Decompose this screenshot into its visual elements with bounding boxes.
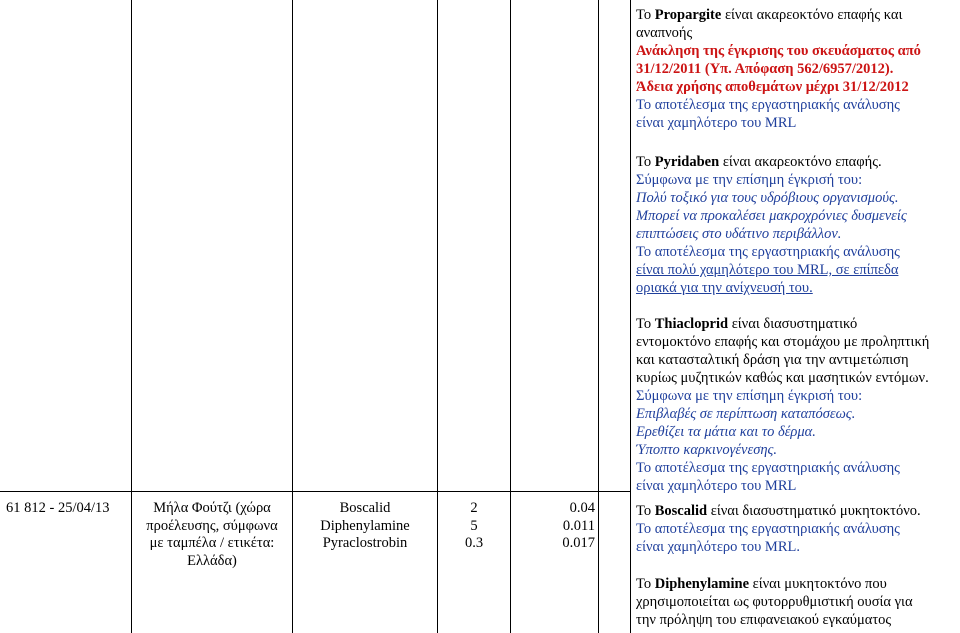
analysis-result-text: είναι χαμηλότερο του MRL — [636, 478, 797, 494]
substance-name: Boscalid — [339, 500, 391, 516]
withdrawal-notice: Ανάκληση της έγκρισης του σκευάσματος από — [636, 43, 921, 59]
note-thiacloprid — [636, 315, 956, 495]
sample-id-cell — [6, 500, 130, 518]
analysis-result-text: Το αποτέλεσμα της εργαστηριακής ανάλυσης — [636, 244, 900, 260]
row-divider — [0, 491, 630, 492]
mrl-value: 0.04 — [569, 500, 595, 516]
result-value: 5 — [470, 517, 478, 534]
substance-name: Boscalid — [654, 503, 708, 519]
substances-cell — [293, 500, 437, 553]
sample-id: 61 812 - 25/04/13 — [6, 500, 110, 516]
analysis-result-text: οριακά για την ανίχνευσή του. — [636, 280, 813, 296]
note-heading-line: Το Pyridaben είναι ακαρεοκτόνο επαφής. — [636, 154, 882, 170]
product-line: Ελλάδα) — [187, 552, 237, 569]
results-cell — [438, 500, 510, 553]
product-cell — [132, 500, 292, 570]
substance-name: Pyridaben — [654, 154, 720, 170]
note-text: και κατασταλτική δράση για την αντιμετώπιση — [636, 352, 909, 368]
hazard-statement: Επιβλαβές σε περίπτωση καταπόσεως. — [636, 406, 856, 422]
note-diphenylamine — [636, 575, 956, 629]
substance-name: Propargite — [654, 7, 722, 23]
mrl-cell — [511, 500, 595, 553]
substance-name: Diphenylamine — [320, 517, 410, 534]
hazard-statement: Πολύ τοξικό για τους υδρόβιους οργανισμούς. — [636, 190, 899, 206]
analysis-result-text: Το αποτέλεσμα της εργαστηριακής ανάλυσης — [636, 521, 900, 537]
analysis-result-text: Το αποτέλεσμα της εργαστηριακής ανάλυσης — [636, 97, 900, 113]
note-boscalid — [636, 502, 956, 556]
note-text: Σύμφωνα με την επίσημη έγκρισή του: — [636, 388, 863, 404]
note-pyridaben — [636, 153, 956, 297]
column-divider — [630, 0, 631, 633]
hazard-statement: Ερεθίζει τα μάτια και το δέρμα. — [636, 424, 816, 440]
note-text: χρησιμοποιείται ως φυτορρυθμιστική ουσία για — [636, 594, 913, 610]
note-heading-line: Το Propargite είναι ακαρεοκτόνο επαφής και — [636, 7, 903, 23]
mrl-value: 0.011 — [562, 517, 595, 534]
note-propargite — [636, 6, 956, 132]
note-text: κυρίως μυζητικών καθώς και μασητικών εντόμων. — [636, 370, 929, 386]
column-divider — [598, 0, 599, 633]
note-heading-line: Το Boscalid είναι διασυστηματικό μυκητοκτόνο. — [636, 503, 921, 519]
substance-name: Pyraclostrobin — [322, 535, 408, 552]
withdrawal-notice: 31/12/2011 (Υπ. Απόφαση 562/6957/2012). — [636, 61, 894, 77]
product-line: με ταμπέλα / ετικέτα: — [149, 535, 275, 552]
analysis-result-text: είναι χαμηλότερο του MRL. — [636, 539, 800, 555]
hazard-statement: επιπτώσεις στο υδάτινο περιβάλλον. — [636, 226, 842, 242]
hazard-statement: Μπορεί να προκαλέσει μακροχρόνιες δυσμενείς — [636, 208, 907, 224]
product-line: προέλευσης, σύμφωνα — [146, 517, 278, 534]
note-heading-line: Το Diphenylamine είναι μυκητοκτόνο που — [636, 576, 887, 592]
hazard-statement: Ύποπτο καρκινογένεσης. — [636, 442, 778, 458]
substance-name: Diphenylamine — [654, 576, 749, 592]
analysis-result-text: Το αποτέλεσμα της εργαστηριακής ανάλυσης — [636, 460, 900, 476]
substance-name: Thiacloprid — [654, 316, 729, 332]
note-text: αναπνοής — [636, 25, 693, 41]
mrl-value: 0.017 — [562, 535, 595, 552]
analysis-result-text: είναι χαμηλότερο του MRL — [636, 115, 797, 131]
result-value: 0.3 — [464, 535, 484, 552]
withdrawal-notice: Άδεια χρήσης αποθεμάτων μέχρι 31/12/2012 — [636, 79, 909, 95]
analysis-result-text: είναι πολύ χαμηλότερο του MRL, σε επίπεδα — [636, 262, 899, 278]
note-heading-line: Το Thiacloprid είναι διασυστηματικό — [636, 316, 858, 332]
result-value: 2 — [470, 500, 478, 516]
note-text: την πρόληψη του επιφανειακού εγκαύματος — [636, 612, 892, 628]
note-text: εντομοκτόνο επαφής και στομάχου με προληπτική — [636, 334, 930, 350]
product-line: Μήλα Φούτζι (χώρα — [153, 500, 271, 516]
note-text: Σύμφωνα με την επίσημη έγκρισή του: — [636, 172, 863, 188]
